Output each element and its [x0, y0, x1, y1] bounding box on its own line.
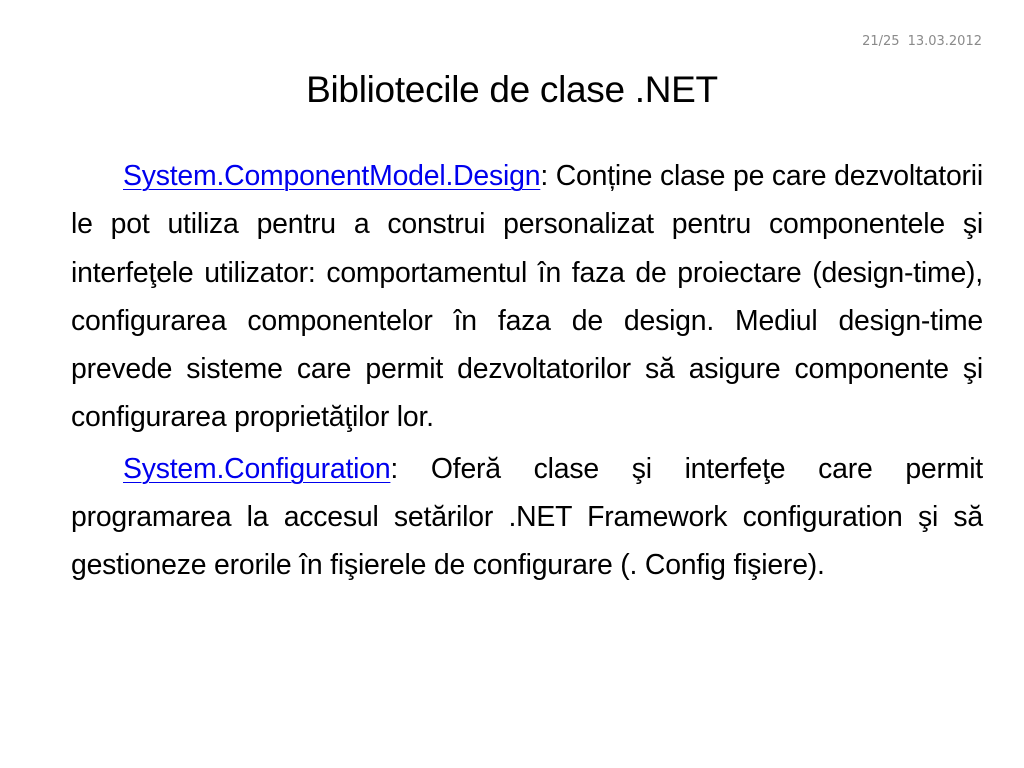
system-configuration-link[interactable]: System.Configuration	[123, 452, 391, 485]
paragraph-body: : Oferă clase şi interfeţe care permit programarea la accesul setărilor .NET Framework configuration şi să gestioneze erorile în fişierele de configurare (. Config fişiere).	[71, 452, 983, 582]
slide-content	[71, 152, 983, 590]
paragraph-body: : Conține clase pe care dezvoltatorii le pot utiliza pentru a construi personalizat pentru componentele şi interfeţele utilizator: comportamentul în faza de proiectare (design-time), configurarea componentelor în faza de design. Mediul design-time prevede sisteme care permit dezvoltatorilor să asigure componente şi configurarea proprietăţilor lor.	[71, 160, 983, 434]
paragraph-configuration	[71, 445, 983, 590]
slide-title: Bibliotecile de clase .NET	[306, 69, 718, 110]
page-indicator: 21/25	[862, 34, 900, 49]
slide-meta	[862, 34, 982, 49]
paragraph-component-model-design	[71, 152, 983, 442]
system-componentmodel-design-link[interactable]: System.ComponentModel.Design	[123, 160, 541, 192]
slide-date: 13.03.2012	[907, 34, 982, 49]
